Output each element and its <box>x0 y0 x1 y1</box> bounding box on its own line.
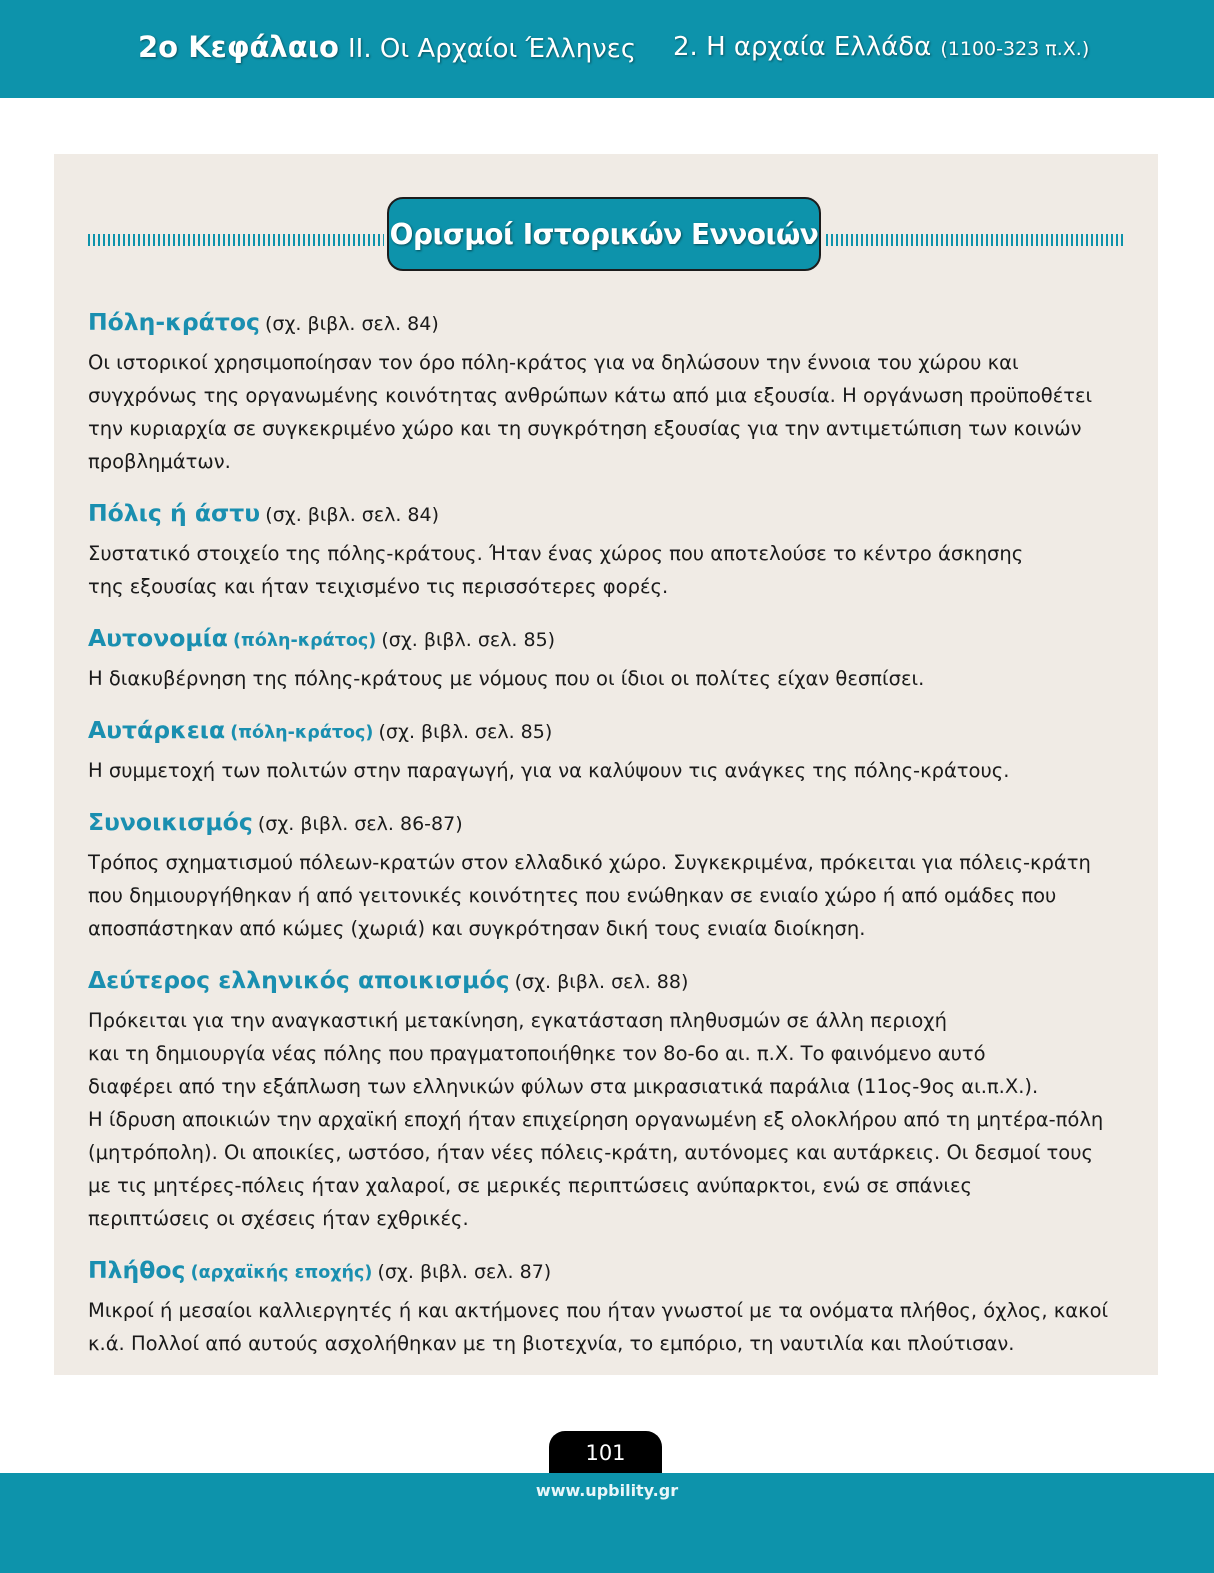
definition-heading <box>88 962 1128 998</box>
definition-reference: (σχ. βιβλ. σελ. 84) <box>265 313 439 335</box>
definition-text <box>88 537 1128 603</box>
definition-line: της εξουσίας και ήταν τειχισμένο τις περισσότερες φορές. <box>88 575 669 598</box>
definition-text <box>88 1294 1128 1360</box>
definition-line: διαφέρει από την εξάπλωση των ελληνικών φύλων στα μικρασιατικά παράλια (11ος-9ος αι.π.Χ.). <box>88 1075 1039 1098</box>
definition-qualifier: (πόλη-κράτος) <box>230 723 374 743</box>
section-name: 2. Η αρχαία Ελλάδα <box>673 32 932 62</box>
definition-text <box>88 662 1128 695</box>
definition-line: (μητρόπολη). Οι αποικίες, ωστόσο, ήταν νέες πόλεις-κράτη, αυτόνομες και αυτάρκεις. Οι δεσμοί τους <box>88 1141 1093 1164</box>
definition-term: Αυτάρκεια <box>88 716 226 744</box>
definition-reference: (σχ. βιβλ. σελ. 87) <box>377 1261 552 1283</box>
definition-line: Οι ιστορικοί χρησιμοποίησαν τον όρο πόλη-κράτος για να δηλώσουν την έννοια του χώρου και <box>88 351 1019 374</box>
definition-heading <box>88 804 1128 840</box>
definition-heading <box>88 495 1128 531</box>
page-number: 101 <box>549 1431 662 1475</box>
definition-entry <box>88 304 1128 478</box>
definition-line: που δημιουργήθηκαν ή από γειτονικές κοινότητες που ενώθηκαν σε ενιαίο χώρο ή από ομάδες που <box>88 884 1057 907</box>
section-title <box>673 32 1089 72</box>
definition-term: Πόλη-κράτος <box>88 308 260 336</box>
definition-reference: (σχ. βιβλ. σελ. 88) <box>514 971 689 993</box>
definition-term: Αυτονομία <box>88 624 228 652</box>
definitions-list <box>88 304 1128 1377</box>
definition-text <box>88 1004 1128 1235</box>
definition-entry <box>88 1252 1128 1360</box>
definition-heading <box>88 620 1128 656</box>
definition-term: Δεύτερος ελληνικός αποικισμός <box>88 966 510 994</box>
definition-text <box>88 754 1128 787</box>
definition-line: Τρόπος σχηματισμού πόλεων-κρατών στον ελλαδικό χώρο. Συγκεκριμένα, πρόκειται για πόλεις-κράτη <box>88 851 1091 874</box>
definition-line: αποσπάστηκαν από κώμες (χωριά) και συγκρότησαν δική τους ενιαία διοίκηση. <box>88 917 866 940</box>
definition-heading <box>88 1252 1128 1288</box>
definition-text <box>88 346 1128 478</box>
definition-line: περιπτώσεις οι σχέσεις ήταν εχθρικές. <box>88 1207 469 1230</box>
definition-text <box>88 846 1128 945</box>
definition-qualifier: (πόλη-κράτος) <box>233 631 377 651</box>
definition-qualifier: (αρχαϊκής εποχής) <box>190 1263 373 1283</box>
definition-entry <box>88 620 1128 695</box>
chapter-subtitle: ΙΙ. Οι Αρχαίοι Έλληνες <box>348 34 637 64</box>
definition-line: Η διακυβέρνηση της πόλης-κράτους με νόμους που οι ίδιοι οι πολίτες είχαν θεσπίσει. <box>88 667 925 690</box>
definition-reference: (σχ. βιβλ. σελ. 84) <box>265 504 440 526</box>
definition-term: Πόλις ή άστυ <box>88 499 261 527</box>
section-years: (1100-323 π.Χ.) <box>940 38 1090 60</box>
definition-heading <box>88 712 1128 748</box>
footer-url: www.upbility.gr <box>535 1481 679 1500</box>
chapter-title <box>138 30 636 70</box>
definition-line: Πρόκειται για την αναγκαστική μετακίνηση, εγκατάσταση πληθυσμών σε άλλη περιοχή <box>88 1009 947 1032</box>
definition-line: Η ίδρυση αποικιών την αρχαϊκή εποχή ήταν επιχείρηση οργανωμένη εξ ολοκλήρου από τη μητέρα-πόλη <box>88 1108 1104 1131</box>
page-footer <box>0 1473 1214 1573</box>
definition-term: Πλήθος <box>88 1256 186 1284</box>
definition-line: κ.ά. Πολλοί από αυτούς ασχολήθηκαν με τη βιοτεχνία, το εμπόριο, τη ναυτιλία και πλούτισαν. <box>88 1332 1015 1355</box>
definition-line: συγχρόνως της οργανωμένης κοινότητας ανθρώπων κάτω από μια εξουσία. Η οργάνωση προϋποθέτει <box>88 384 1093 407</box>
definition-line: με τις μητέρες-πόλεις ήταν χαλαροί, σε μερικές περιπτώσεις ανύπαρκτοι, ενώ σε σπάνιες <box>88 1174 972 1197</box>
page-header <box>0 0 1214 98</box>
chapter-number: 2ο Κεφάλαιο <box>138 30 339 64</box>
panel-title-box <box>387 197 821 271</box>
panel-title: Ορισμοί Ιστορικών Εννοιών <box>389 217 819 251</box>
definition-line: και τη δημιουργία νέας πόλης που πραγματοποιήθηκε τον 8ο-6ο αι. π.Χ. Το φαινόμενο αυτό <box>88 1042 986 1065</box>
definitions-panel <box>54 154 1158 1375</box>
decorative-stripe-left <box>88 234 384 246</box>
definition-reference: (σχ. βιβλ. σελ. 85) <box>381 629 556 651</box>
definition-entry <box>88 804 1128 945</box>
definition-entry <box>88 962 1128 1235</box>
definition-entry <box>88 712 1128 787</box>
definition-line: Μικροί ή μεσαίοι καλλιεργητές ή και ακτήμονες που ήταν γνωστοί με τα ονόματα πλήθος, όχλος, κακοί <box>88 1299 1109 1322</box>
definition-term: Συνοικισμός <box>88 808 253 836</box>
decorative-stripe-right <box>826 234 1124 246</box>
definition-line: Συστατικό στοιχείο της πόλης-κράτους. Ήταν ένας χώρος που αποτελούσε το κέντρο άσκησης <box>88 542 1024 565</box>
definition-line: προβλημάτων. <box>88 450 231 473</box>
definition-reference: (σχ. βιβλ. σελ. 85) <box>378 721 553 743</box>
definition-line: Η συμμετοχή των πολιτών στην παραγωγή, για να καλύψουν τις ανάγκες της πόλης-κράτους. <box>88 759 1010 782</box>
definition-line: την κυριαρχία σε συγκεκριμένο χώρο και τη συγκρότηση εξουσίας για την αντιμετώπιση των κοινών <box>88 417 1082 440</box>
definition-entry <box>88 495 1128 603</box>
definition-reference: (σχ. βιβλ. σελ. 86-87) <box>257 813 463 835</box>
definition-heading <box>88 304 1128 340</box>
